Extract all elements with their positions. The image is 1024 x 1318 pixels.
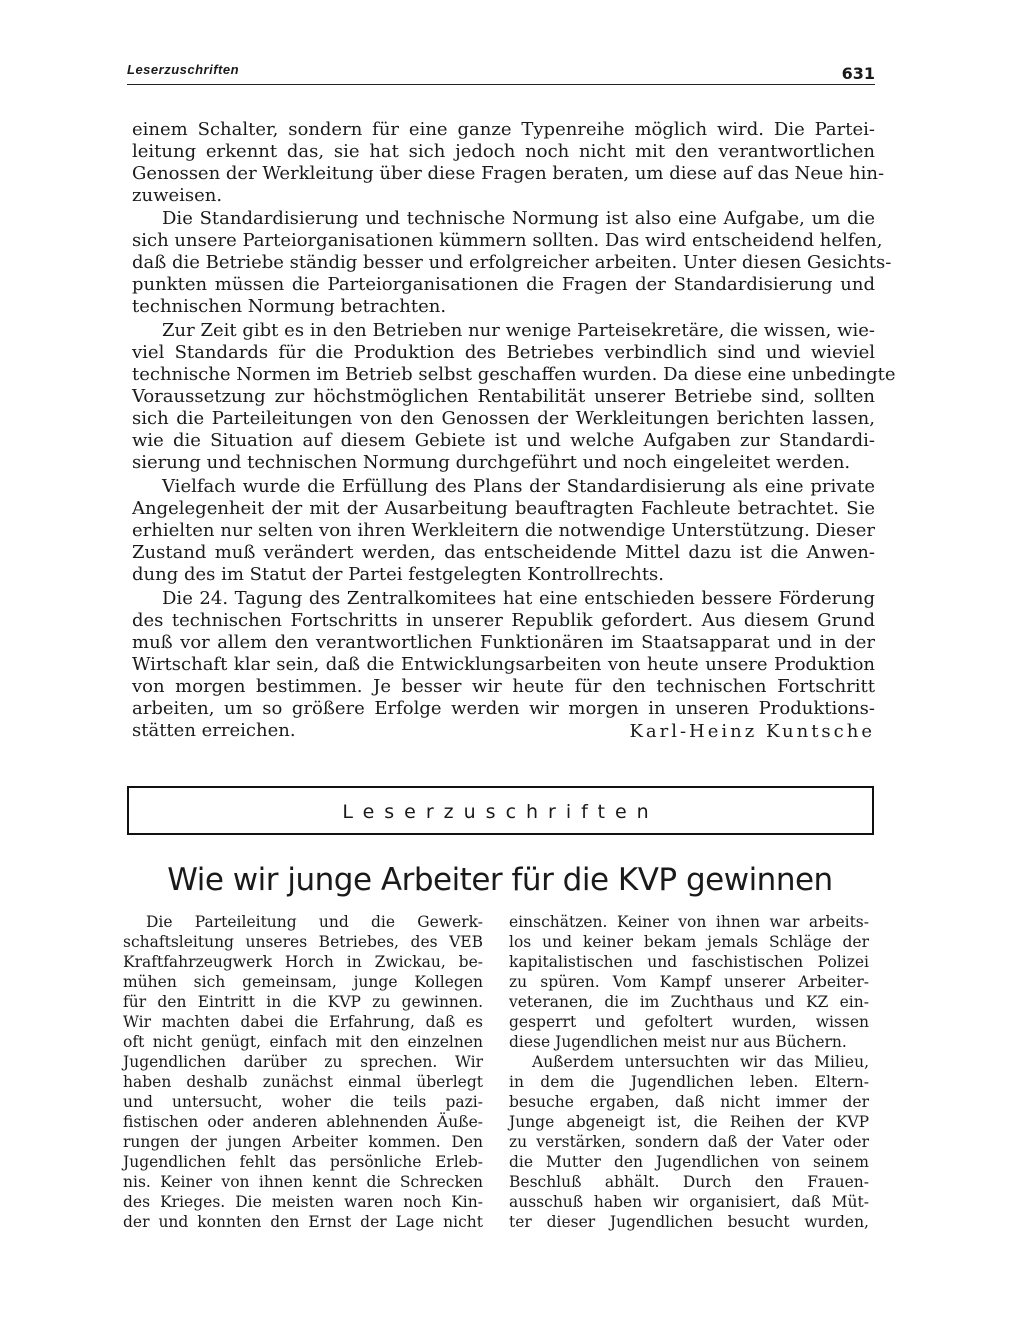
column-line: Kraftfahrzeugwerk Horch in Zwickau, be- [123, 953, 483, 971]
column-line: ausschuß haben wir organisiert, daß Müt- [509, 1193, 869, 1211]
letter-headline: Wie wir junge Arbeiter für die KVP gewinnen [167, 862, 833, 898]
article-line: wie die Situation auf diesem Gebiete ist und welche Aufgaben zur Standardi- [132, 430, 875, 451]
article-line: Vielfach wurde die Erfüllung des Plans der Standardisierung als eine private [162, 476, 875, 497]
column-line: der und konnten den Ernst der Lage nicht [123, 1213, 483, 1231]
article-line: dung des im Statut der Partei festgelegten Kontrollrechts. [132, 564, 665, 585]
article-line: leitung erkennt das, sie hat sich jedoch noch nicht mit den verantwortlichen [132, 141, 875, 162]
section-label: Leserzuschriften [342, 801, 659, 823]
column-line: diese Jugendlichen meist nur aus Büchern. [509, 1033, 847, 1051]
article-line: punkten müssen die Parteiorganisationen die Fragen der Standardisierung und [132, 274, 875, 295]
article-line: Zur Zeit gibt es in den Betrieben nur wenige Parteisekretäre, die wissen, wie- [162, 320, 875, 341]
column-line: Wir machten dabei die Erfahrung, daß es [123, 1013, 483, 1031]
column-line: zu spüren. Vom Kampf unserer Arbeiter- [509, 973, 869, 991]
page-number: 631 [841, 64, 875, 83]
column-line: los und keiner bekam jemals Schläge der [509, 933, 869, 951]
column-line: ter dieser Jugendlichen besucht wurden, [509, 1213, 869, 1231]
article-line: technische Normen im Betrieb selbst geschaffen wurden. Da diese eine unbedingte [132, 364, 896, 385]
column-line: Jugendlichen fehlt das persönliche Erleb- [123, 1153, 483, 1171]
column-line: und untersucht, woher die teils pazi- [123, 1093, 483, 1111]
article-line: Die 24. Tagung des Zentralkomitees hat eine entschieden bessere Förderung [162, 588, 875, 609]
column-line: für den Eintritt in die KVP zu gewinnen. [123, 993, 483, 1011]
column-line: mühen sich gemeinsam, junge Kollegen [123, 973, 483, 991]
column-line: zu verstärken, sondern daß der Vater oder [509, 1133, 869, 1151]
column-line: einschätzen. Keiner von ihnen war arbeits- [509, 913, 869, 931]
column-line: Beschluß abhält. Durch den Frauen- [509, 1173, 869, 1191]
article-line: sierung und technischen Normung durchgeführt und noch eingeleitet werden. [132, 452, 851, 473]
article-line: Die Standardisierung und technische Normung ist also eine Aufgabe, um die [162, 208, 875, 229]
column-line: rungen der jungen Arbeiter kommen. Den [123, 1133, 483, 1151]
column-line: kapitalistischen und faschistischen Polizei [509, 953, 869, 971]
column-line: Jugendlichen darüber zu sprechen. Wir [123, 1053, 483, 1071]
article-line: Voraussetzung zur höchstmöglichen Rentabilität unserer Betriebe sind, sollten [132, 386, 875, 407]
column-line: Außerdem untersuchten wir das Milieu, [532, 1053, 869, 1071]
article-line: einem Schalter, sondern für eine ganze Typenreihe möglich wird. Die Partei- [132, 119, 875, 140]
column-line: besuche ergaben, daß nicht immer der [509, 1093, 869, 1111]
author-signature: Karl-Heinz Kuntsche [629, 721, 875, 742]
article-line: Zustand muß verändert werden, das entscheidende Mittel dazu ist die Anwen- [132, 542, 875, 563]
article-line: Wirtschaft klar sein, daß die Entwicklungsarbeiten von heute unsere Produktion [132, 654, 875, 675]
article-line: Genossen der Werkleitung über diese Fragen beraten, um diese auf das Neue hin- [132, 163, 885, 184]
column-line: Die Parteileitung und die Gewerk- [146, 913, 483, 931]
article-line: erhielten nur selten von ihren Werkleitern die notwendige Unterstützung. Dieser [132, 520, 875, 541]
article-line: technischen Normung betrachten. [132, 296, 447, 317]
column-line: veteranen, die im Zuchthaus und KZ ein- [509, 993, 869, 1011]
column-line: in dem die Jugendlichen leben. Eltern- [509, 1073, 869, 1091]
article-line: muß vor allem den verantwortlichen Funktionären im Staatsapparat und in der [132, 632, 875, 653]
column-line: des Krieges. Die meisten waren noch Kin- [123, 1193, 483, 1211]
column-line: nis. Keiner von ihnen kennt die Schrecken [123, 1173, 483, 1191]
article-line: von morgen bestimmen. Je besser wir heute für den technischen Fortschritt [132, 676, 875, 697]
article-line: sich unsere Parteiorganisationen kümmern sollten. Das wird entscheidend helfen, [132, 230, 883, 251]
article-line: arbeiten, um so größere Erfolge werden wir morgen in unseren Produktions- [132, 698, 875, 719]
column-line: haben deshalb zunächst einmal überlegt [123, 1073, 483, 1091]
article-line: stätten erreichen. [132, 720, 296, 741]
column-line: Junge abgeneigt ist, die Reihen der KVP [509, 1113, 869, 1131]
section-header-box [127, 786, 874, 835]
article-line: sich die Parteileitungen von den Genossen der Werkleitungen berichten lassen, [132, 408, 875, 429]
header-rule [127, 84, 875, 85]
article-line: daß die Betriebe ständig besser und erfolgreicher arbeiten. Unter diesen Gesichts- [132, 252, 892, 273]
column-line: gesperrt und gefoltert wurden, wissen [509, 1013, 869, 1031]
column-line: schaftsleitung unseres Betriebes, des VEB [123, 933, 483, 951]
article-line: des technischen Fortschritts in unserer Republik gefordert. Aus diesem Grund [132, 610, 875, 631]
article-line: Angelegenheit der mit der Ausarbeitung beauftragten Fachleute betrachtet. Sie [132, 498, 875, 519]
column-line: fistischen oder anderen ablehnenden Äuße- [123, 1113, 483, 1131]
article-line: viel Standards für die Produktion des Betriebes verbindlich sind und wieviel [132, 342, 875, 363]
column-line: oft nicht genügt, einfach mit den einzelnen [123, 1033, 483, 1051]
article-line: zuweisen. [132, 185, 223, 206]
running-title: Leserzuschriften [127, 62, 240, 77]
column-line: die Mutter den Jugendlichen von seinem [509, 1153, 869, 1171]
